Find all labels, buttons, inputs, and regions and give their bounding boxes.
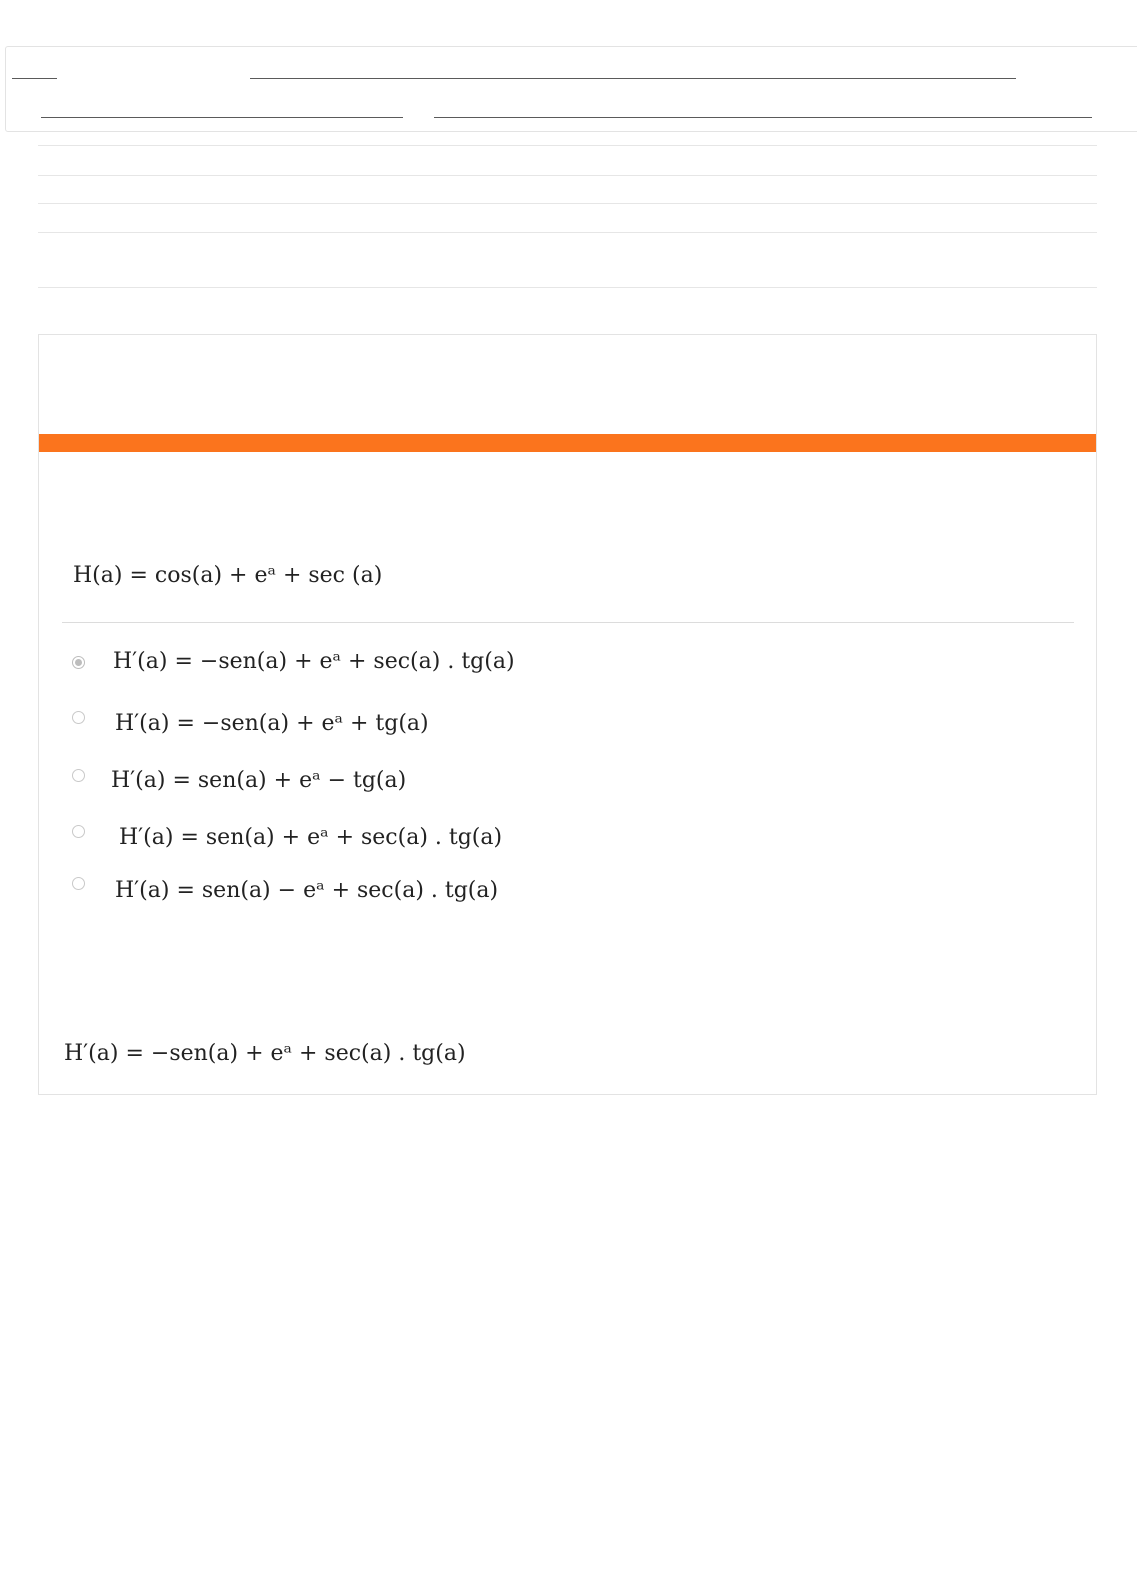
- correct-answer: H′(a) = −sen(a) + eᵃ + sec(a) . tg(a): [64, 1041, 466, 1066]
- info-row-divider: [38, 145, 1097, 146]
- header-field-line: [250, 78, 1016, 79]
- header-field-line: [12, 78, 57, 79]
- info-row-divider: [38, 232, 1097, 233]
- radio-selected-icon[interactable]: [72, 656, 85, 669]
- radio-icon[interactable]: [72, 877, 85, 890]
- header-field-line: [41, 117, 403, 118]
- option-label: H′(a) = −sen(a) + eᵃ + sec(a) . tg(a): [113, 649, 515, 674]
- header-box: [5, 46, 1137, 132]
- option-label: H′(a) = sen(a) − eᵃ + sec(a) . tg(a): [115, 878, 499, 903]
- info-row-divider: [38, 287, 1097, 288]
- question-statement: H(a) = cos(a) + eᵃ + sec (a): [73, 563, 383, 588]
- header-field-line: [434, 117, 1092, 118]
- info-row-divider: [38, 175, 1097, 176]
- statement-divider: [62, 622, 1074, 623]
- option-label: H′(a) = sen(a) + eᵃ − tg(a): [111, 768, 407, 793]
- radio-icon[interactable]: [72, 825, 85, 838]
- radio-icon[interactable]: [72, 769, 85, 782]
- question-card: [38, 334, 1097, 1095]
- radio-icon[interactable]: [72, 711, 85, 724]
- option-label: H′(a) = sen(a) + eᵃ + sec(a) . tg(a): [119, 825, 503, 850]
- question-accent-bar: [39, 434, 1096, 452]
- option-label: H′(a) = −sen(a) + eᵃ + tg(a): [115, 711, 429, 736]
- info-row-divider: [38, 203, 1097, 204]
